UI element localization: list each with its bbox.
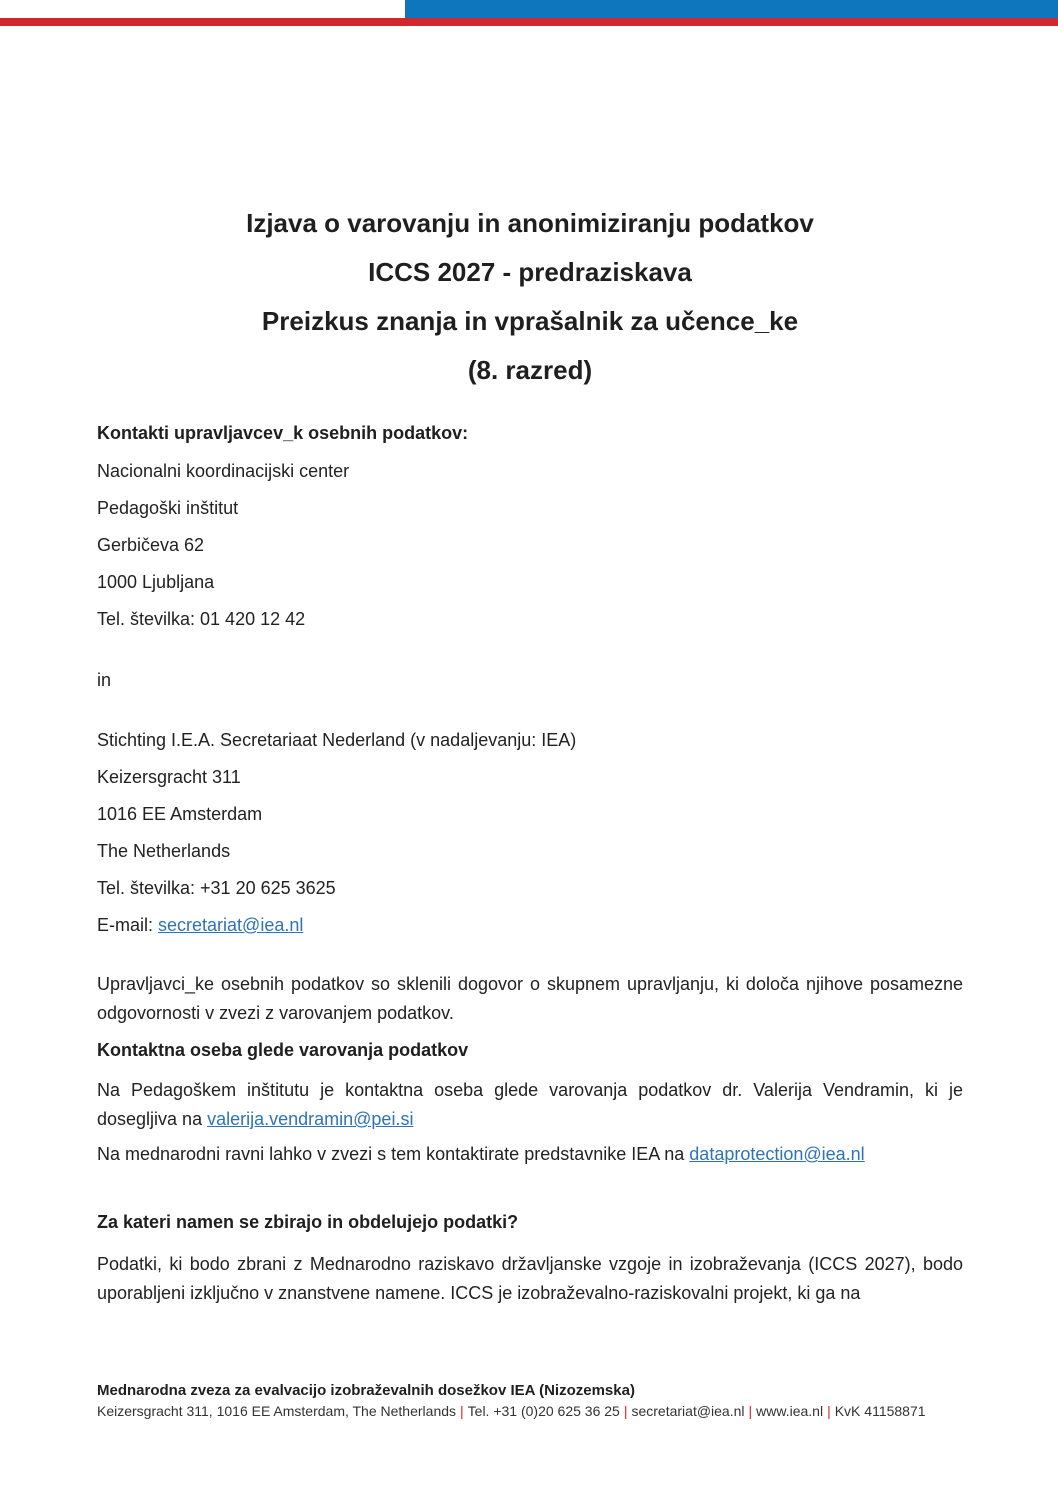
contact-line-phone: Tel. številka: 01 420 12 42 (97, 609, 306, 629)
footer-separator-2: | (623, 1403, 628, 1419)
international-contact-text: Na mednarodni ravni lahko v zvezi s tem kontaktirate predstavnike IEA na (97, 1144, 690, 1164)
footer-org-name: Mednarodna zveza za evalvacijo izobraževalnih dosežkov IEA (Nizozemska) (97, 1382, 635, 1399)
contact-line-street: Gerbičeva 62 (97, 535, 205, 555)
contact-line-iea-email (97, 914, 963, 936)
contact-person-heading: Kontaktna oseba glede varovanja podatkov (97, 1040, 469, 1060)
agreement-paragraph: Upravljavci_ke osebnih podatkov so sklenili dogovor o skupnem upravljanju, ki določa njihove posamezne odgovornosti v zvezi z varovanjem podatkov. (97, 974, 963, 1023)
contact-line-iea-phone: Tel. številka: +31 20 625 3625 (97, 878, 336, 898)
contact-line-institute: Pedagoški inštitut (97, 498, 239, 518)
purpose-paragraph: Podatki, ki bodo zbrani z Mednarodno raziskavo državljanske vzgoje in izobraževanja (ICCS 2027), bodo uporabljeni izključno v znanstvene namene. ICCS je izobraževalno-raziskovalni projekt, ki ga na (97, 1254, 963, 1303)
page-footer (97, 1381, 963, 1421)
footer-website: www.iea.nl (756, 1403, 824, 1419)
purpose-heading: Za kateri namen se zbirajo in obdelujejo podatki? (97, 1212, 519, 1232)
footer-email: secretariat@iea.nl (631, 1403, 745, 1419)
title-line-3: Preizkus znanja in vprašalnik za učence_ke (261, 306, 799, 336)
footer-separator-3: | (748, 1403, 753, 1419)
title-line-2: ICCS 2027 - predraziskava (368, 257, 692, 287)
connector-word: in (97, 670, 112, 690)
international-contact-paragraph (97, 1140, 963, 1169)
contact-line-city: 1000 Ljubljana (97, 572, 215, 592)
national-contact-block (97, 460, 963, 630)
international-contact-block (97, 729, 963, 936)
document-content (97, 26, 963, 1308)
title-line-4: (8. razred) (467, 355, 593, 385)
contact-line-iea-city: 1016 EE Amsterdam (97, 804, 263, 824)
vendramin-email-link[interactable]: valerija.vendramin@pei.si (207, 1109, 414, 1129)
footer-separator-1: | (460, 1403, 464, 1419)
footer-address: Keizersgracht 311, 1016 EE Amsterdam, The Netherlands (97, 1403, 457, 1419)
footer-kvk: KvK 41158871 (834, 1403, 926, 1419)
contact-person-paragraph (97, 1076, 963, 1134)
contact-line-iea-street: Keizersgracht 311 (97, 767, 241, 787)
contact-line-iea-country: The Netherlands (97, 841, 231, 861)
footer-contact-line (97, 1402, 963, 1421)
footer-phone: Tel. +31 (0)20 625 36 25 (467, 1403, 620, 1419)
controllers-heading: Kontakti upravljavcev_k osebnih podatkov: (97, 423, 469, 443)
header-blue-bar (405, 0, 1058, 18)
contact-person-text: Na Pedagoškem inštitutu je kontaktna oseba glede varovanja podatkov dr. Valerija Vendramin, ki je dosegljiva na (97, 1080, 963, 1129)
dataprotection-email-link[interactable]: dataprotection@iea.nl (689, 1144, 865, 1164)
secretariat-email-link[interactable]: secretariat@iea.nl (158, 915, 304, 935)
footer-separator-4: | (827, 1403, 831, 1419)
title-line-1: Izjava o varovanju in anonimiziranju podatkov (246, 208, 814, 238)
contact-line-iea-name: Stichting I.E.A. Secretariaat Nederland (v nadaljevanju: IEA) (97, 730, 577, 750)
document-title (97, 207, 963, 387)
header-red-stripe (0, 18, 1058, 26)
email-label: E-mail: (97, 915, 159, 935)
contact-line-org: Nacionalni koordinacijski center (97, 461, 350, 481)
